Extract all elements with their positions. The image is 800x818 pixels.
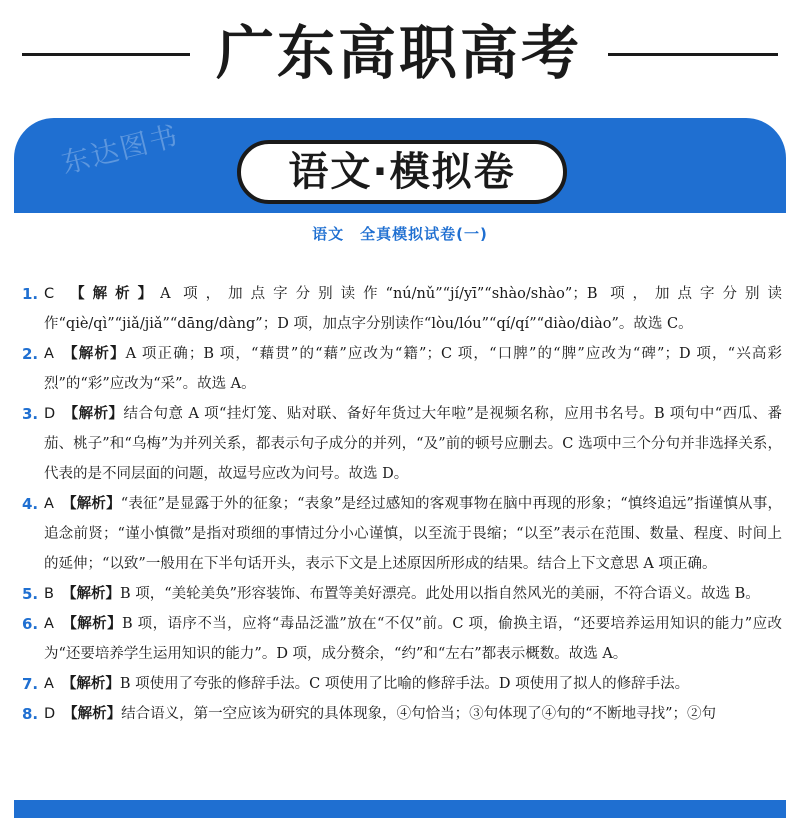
- analysis-tag: 【解析】: [61, 496, 121, 512]
- analysis-text: B 项使用了夸张的修辞手法。C 项使用了比喻的修辞手法。D 项使用了拟人的修辞手法。: [119, 676, 690, 692]
- analysis-tag: 【解析】: [61, 616, 122, 632]
- answer-choice: A: [44, 496, 54, 512]
- watermark: 东达图书: [58, 118, 183, 180]
- answer-choice: D: [44, 406, 56, 422]
- question-number: 4.: [22, 495, 39, 513]
- question-number: 8.: [22, 705, 39, 723]
- answer-item: [22, 339, 782, 399]
- question-number: 6.: [22, 615, 39, 633]
- header-divider-left: [22, 53, 190, 56]
- question-number: 7.: [22, 675, 39, 693]
- answer-item: [22, 279, 782, 339]
- question-number: 2.: [22, 345, 39, 363]
- answer-choice: A: [44, 676, 54, 692]
- answer-body: [44, 339, 782, 399]
- header-divider-right: [608, 53, 778, 56]
- page-header: [0, 0, 800, 110]
- answer-item: [22, 609, 782, 669]
- answer-body: [44, 669, 782, 699]
- question-number: 5.: [22, 585, 39, 603]
- analysis-text: B 项，“美轮美奂”形容装饰、布置等美好漂亮。此处用以指自然风光的美丽，不符合语义。故选 B。: [119, 586, 760, 602]
- answer-choice: B: [44, 586, 54, 602]
- subject-title-pill: [237, 140, 567, 204]
- analysis-tag: 【解析】: [61, 676, 120, 692]
- question-number: 1.: [22, 285, 39, 303]
- analysis-tag: 【解析】: [63, 706, 122, 722]
- answer-panel: [14, 213, 786, 800]
- analysis-tag: 【解析】: [62, 286, 161, 302]
- answer-list: [22, 279, 782, 729]
- analysis-tag: 【解析】: [63, 406, 124, 422]
- answer-body: [44, 699, 782, 729]
- answer-body: [44, 489, 782, 579]
- analysis-text: B 项，语序不当，应将“毒品泛滥”放在“不仅”前。C 项，偷换主语，“还要培养运用知识的能力”应改为“还要培养学生运用知识的能力”。D 项，成分赘余，“约”和“左右”都表示概数。故选 A。: [44, 616, 782, 662]
- answer-body: [44, 279, 782, 339]
- analysis-text: 结合语义，第一空应该为研究的具体现象，④句恰当；③句体现了④句的“不断地寻找”；②句: [121, 706, 716, 722]
- subject-title: 语文·模拟卷: [288, 149, 516, 195]
- analysis-text: “表征”是显露于外的征象；“表象”是经过感知的客观事物在脑中再现的形象；“慎终追远”指谨慎从事，追念前贤；“谨小慎微”是指对琐细的事情过分小心谨慎，以至流于畏缩；“以至”表示在范围、数量、程度、时间上的延伸；“以致”一般用在下半句话开头，表示下文是上述原因所形成的结果。结合上下文意思 A 项正确。: [44, 496, 782, 572]
- page-title: 广东高职高考: [215, 19, 582, 87]
- answer-body: [44, 609, 782, 669]
- exam-title: 语文 全真模拟试卷(一): [312, 225, 488, 243]
- answer-item: [22, 579, 782, 609]
- answer-item: [22, 489, 782, 579]
- answer-choice: C: [44, 286, 55, 302]
- answer-item: [22, 399, 782, 489]
- question-number: 3.: [22, 405, 39, 423]
- answer-body: [44, 579, 782, 609]
- analysis-tag: 【解析】: [61, 346, 126, 362]
- analysis-text: 结合句意 A 项“挂灯笼、贴对联、备好年货过大年啦”是视频名称，应用书名号。B 项句中“西瓜、番茄、桃子”和“乌梅”为并列关系，都表示句子成分的并列，“及”前的顿号应删去。C 选项中三个分句并非选择关系，代表的是不同层面的问题，故逗号应改为问号。故选 D。: [44, 406, 782, 482]
- answer-item: [22, 669, 782, 699]
- answer-choice: A: [44, 616, 54, 632]
- analysis-tag: 【解析】: [61, 586, 120, 602]
- analysis-text: A 项，加点字分别读作“nú/nǔ”“jí/yī”“shào/shào”；B 项，加点字分别读作“qiè/qì”“jiǎ/jiǎ”“dāng/dàng”；D 项，加点字分别读作“lòu/lóu”“qí/qí”“diào/diào”。故选 C。: [44, 286, 782, 332]
- analysis-text: A 项正确；B 项，“藉贯”的“藉”应改为“籍”；C 项，“口脾”的“脾”应改为“碑”；D 项，“兴高彩烈”的“彩”应改为“采”。故选 A。: [44, 346, 783, 392]
- answer-body: [44, 399, 782, 489]
- answer-choice: A: [44, 346, 54, 362]
- answer-item: [22, 699, 782, 729]
- answer-choice: D: [44, 706, 56, 722]
